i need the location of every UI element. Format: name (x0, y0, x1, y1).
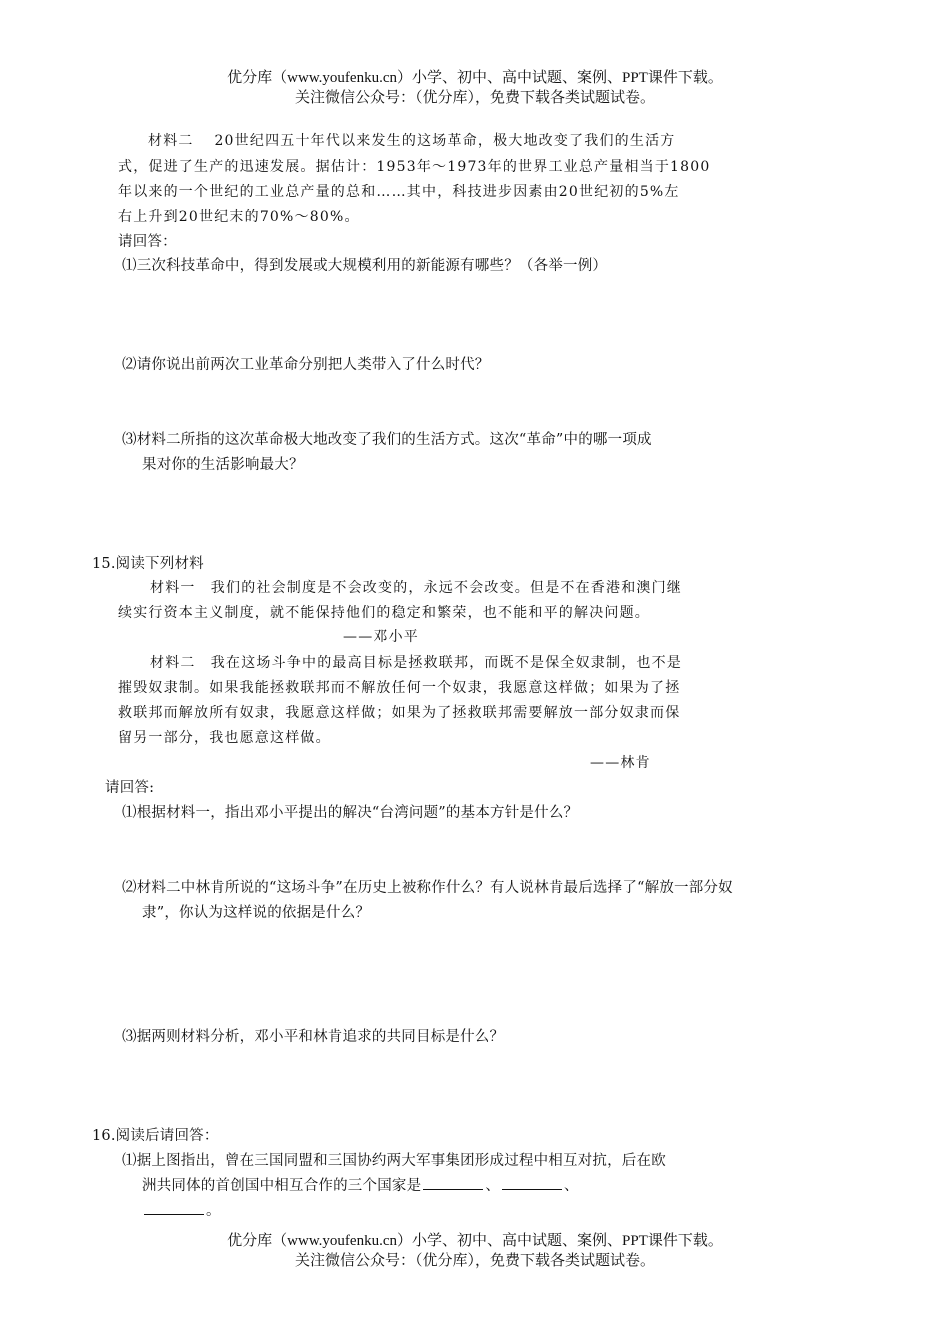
material2-line1: 材料二 20世纪四五十年代以来发生的这场革命，极大地改变了我们的生活方 (148, 133, 676, 149)
q15-question-3: ⑶据两则材料分析，邓小平和林肯追求的共同目标是什么？ (122, 1029, 505, 1045)
material2-line4: 右上升到20世纪末的70%～80%。 (118, 209, 360, 225)
blank-separator: 、 (564, 1178, 579, 1194)
answer-blank-1[interactable] (423, 1175, 483, 1190)
page-header-line2: 关注微信公众号：（优分库），免费下载各类试题试卷。 (294, 90, 655, 106)
page-footer-line2: 关注微信公众号：（优分库），免费下载各类试题试卷。 (294, 1253, 655, 1269)
q15-material2-line2: 摧毁奴隶制。如果我能拯救联邦而不解放任何一个奴隶，我愿意这样做；如果为了拯 (118, 680, 681, 696)
page-footer-line1: 优分库（www.youfenku.cn）小学、初中、高中试题、案例、PPT课件下载。 (227, 1233, 723, 1249)
q16-question-1-line2 (142, 1174, 579, 1195)
q16-question-1-line1: ⑴据上图指出，曾在三国同盟和三国协约两大军事集团形成过程中相互对抗，后在欧 (122, 1153, 666, 1169)
q14-question-1: ⑴三次科技革命中，得到发展或大规模利用的新能源有哪些？（各举一例） (122, 258, 608, 274)
q15-material1-line2: 续实行资本主义制度，就不能保持他们的稳定和繁荣，也不能和平的解决问题。 (118, 605, 650, 621)
q14-question-2: ⑵请你说出前两次工业革命分别把人类带入了什么时代？ (122, 357, 490, 373)
q15-material2-line3: 救联邦而解放所有奴隶，我愿意这样做；如果为了拯救联邦需要解放一部分奴隶而保 (118, 705, 681, 721)
q16-question-1-text: 洲共同体的首创国中相互合作的三个国家是 (142, 1178, 422, 1194)
answer-blank-2[interactable] (502, 1175, 562, 1190)
q15-material1-line1: 材料一 我们的社会制度是不会改变的，永远不会改变。但是不在香港和澳门继 (150, 580, 682, 596)
q15-title: 15.阅读下列材料 (92, 556, 204, 572)
q14-question-3-line1: ⑶材料二所指的这次革命极大地改变了我们的生活方式。这次“革命”中的哪一项成 (122, 432, 652, 448)
q15-material2-line4: 留另一部分，我也愿意这样做。 (118, 730, 331, 746)
blank-separator: 、 (485, 1178, 501, 1194)
q15-question-2-line1: ⑵材料二中林肯所说的“这场斗争”在历史上被称作什么？有人说林肯最后选择了“解放一部分奴 (122, 880, 733, 896)
page-header-line1: 优分库（www.youfenku.cn）小学、初中、高中试题、案例、PPT课件下载。 (227, 70, 723, 86)
q15-question-2-line2: 隶”，你认为这样说的依据是什么？ (142, 905, 371, 921)
q16-title: 16.阅读后请回答： (92, 1128, 219, 1144)
q16-end-mark: 。 (206, 1203, 221, 1219)
q14-prompt: 请回答： (118, 234, 177, 250)
q14-question-3-line2: 果对你的生活影响最大？ (142, 457, 304, 473)
q15-question-1: ⑴根据材料一，指出邓小平提出的解决“台湾问题”的基本方针是什么？ (122, 805, 579, 821)
q16-question-1-line3 (142, 1199, 221, 1220)
answer-blank-3[interactable] (144, 1200, 204, 1215)
q15-prompt: 请回答: (105, 780, 155, 796)
q15-material2-source: ——林肯 (590, 755, 651, 771)
material2-line3: 年以来的一个世纪的工业总产量的总和……其中，科技进步因素由20世纪初的5%左 (118, 184, 680, 200)
q15-material1-source: ——邓小平 (343, 629, 419, 645)
material2-line2: 式，促进了生产的迅速发展。据估计：1953年～1973年的世界工业总产量相当于1800 (118, 159, 711, 175)
q15-material2-line1: 材料二 我在这场斗争中的最高目标是拯救联邦，而既不是保全奴隶制，也不是 (150, 655, 682, 671)
